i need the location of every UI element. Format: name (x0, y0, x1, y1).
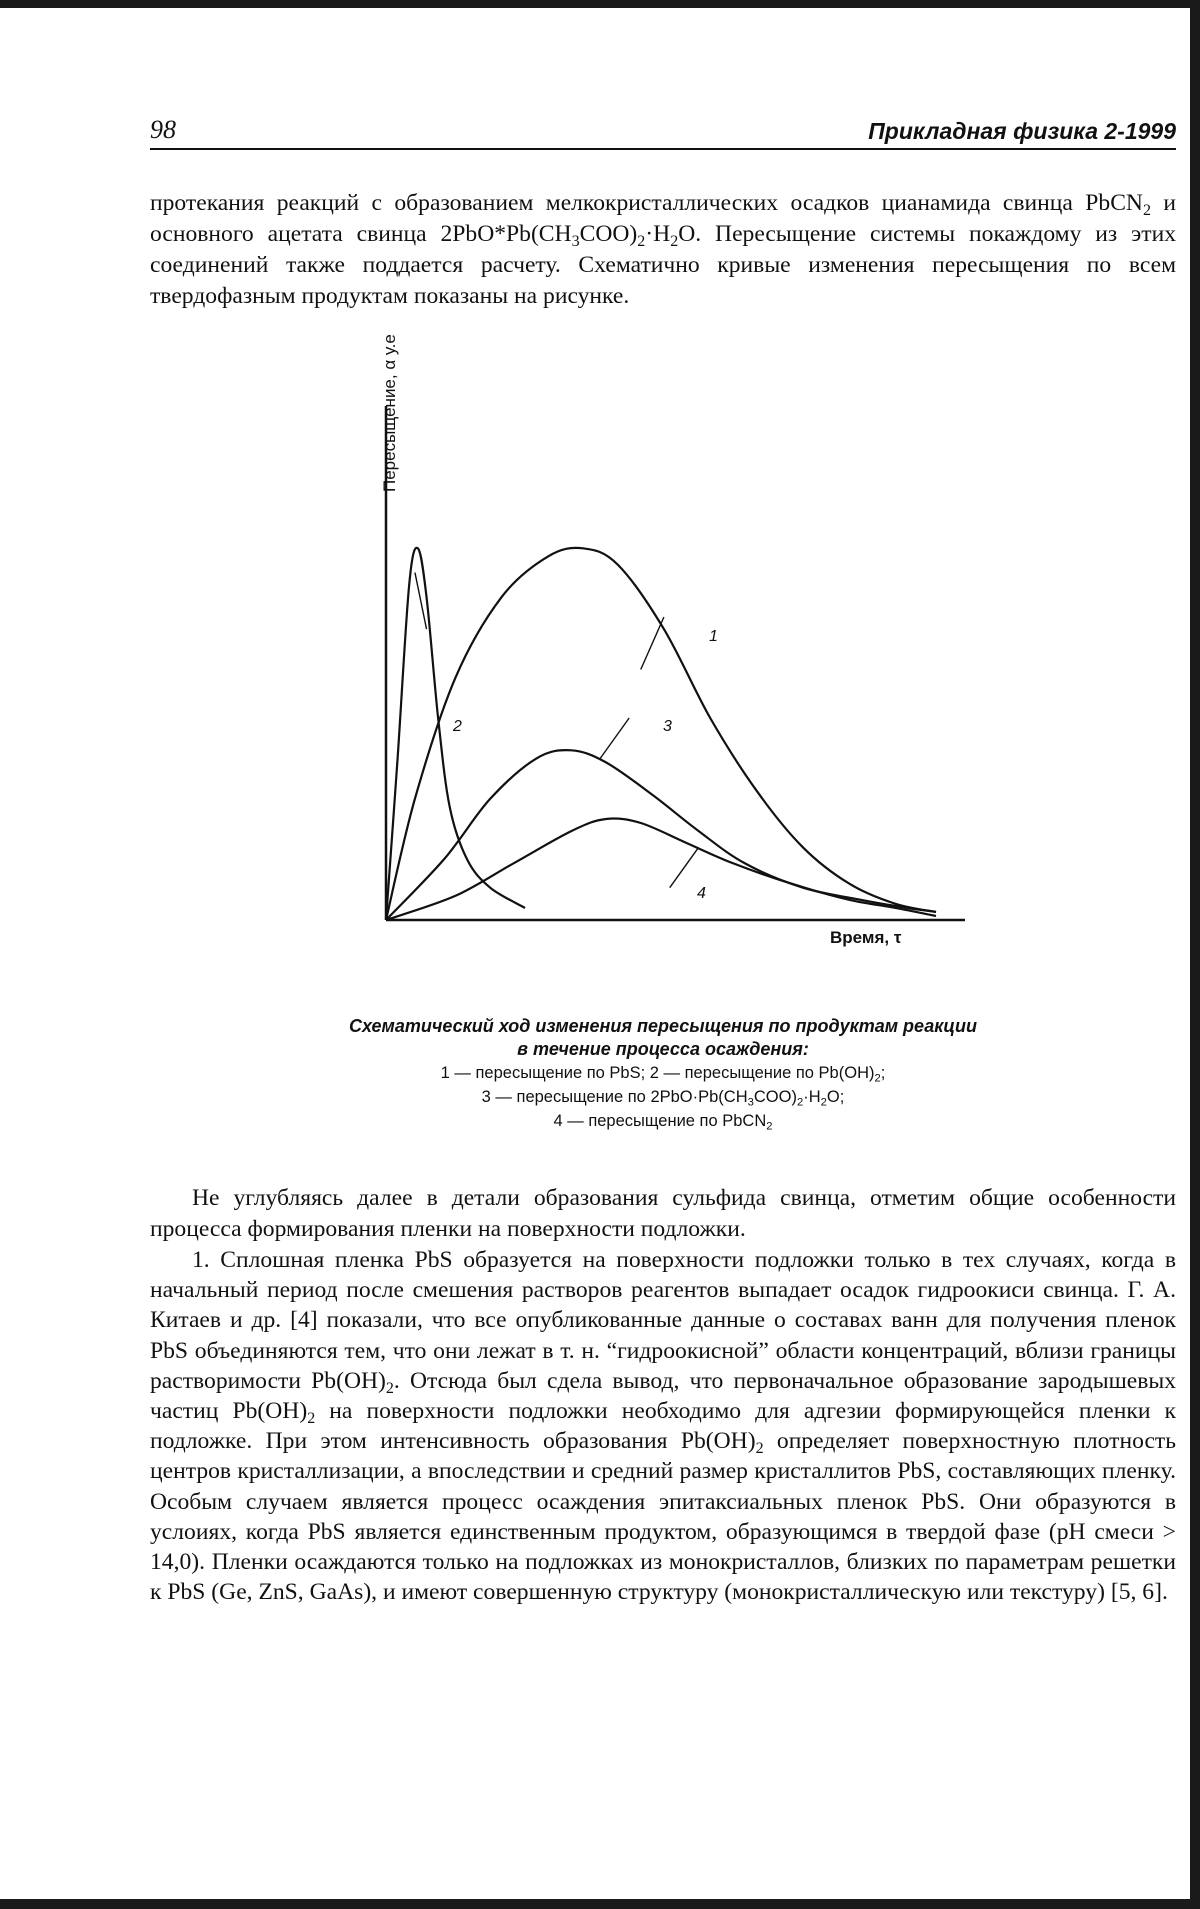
item1-paragraph: 1. Сплошная пленка PbS образуется на поверхности подложки только в тех случаях, когда в начальный период после смешения растворов реагентов выпадает осадок гидроокиси свинца. Г. А. Китаев и др. [4] показали, что все опубликованные данные о составах ванн для получения пленок PbS объединяются тем, что они лежат в т. н. “гидроокисной” области концентраций, вблизи границы растворимости $Pb(OH)_2$. Отсюда был сдела вывод, что первоначальное образование зародышевых частиц $Pb(OH)_2$ на поверхности подложки необходимо для адгезии формирующейся пленки к подложке. При этом интенсивность образования $Pb(OH)_2$ определяет поверхностную плотность центров кристаллизации, а впоследствии и средний размер кристаллитов PbS, составляющих пленку. Особым случаем является процесс осаждения эпитаксиальных пленок PbS. Они образуются в услоиях, когда PbS является единственным продуктом, образующимся в твердой фазе (pH смеси > 14,0). Пленки осаждаются только на подложках из монокристаллов, близких по параметрам решетки к PbS (Ge, ZnS, GaAs), и имеют совершенную структуру (монокристаллическую или текстуру) [5, 6]. (150, 1247, 1177, 1606)
leader-line-1 (641, 617, 664, 670)
page-number: 98 (150, 115, 176, 144)
curve-label-4: 4 (697, 885, 706, 902)
x-axis-label: Время, τ (830, 928, 902, 947)
scan-edge-bottom (0, 1899, 1200, 1909)
notes-paragraph: Не углубляясь далее в детали образования сульфида свинца, отметим общие особенности процесса формирования пленки на поверхности подложки. (150, 1185, 1176, 1242)
leader-line-3 (600, 718, 629, 758)
caption-title-line-1: Схематический ход изменения пересыщения по продуктам реакции (348, 1016, 978, 1036)
figure (0, 398, 1200, 968)
figure-caption (150, 1015, 1176, 1133)
caption-legend-line-3: 4 — пересыщение по PbCN$_2$ (553, 1112, 773, 1133)
caption-legend-line-1: 1 — пересыщение по PbS; 2 — пересыщение по $Pb(OH)_2$; (440, 1064, 886, 1085)
curve-label-1: 1 (709, 628, 718, 645)
scan-edge-top (0, 0, 1200, 8)
caption-legend-line-2: 3 — пересыщение по $2PbO\cdot Pb(CH_3COO)_2\cdot H_2O$; (481, 1088, 845, 1109)
running-head: Прикладная физика 2-1999 (868, 118, 1176, 144)
curve-4 (386, 819, 936, 920)
leader-line-4 (670, 847, 699, 887)
series-layer (386, 548, 936, 920)
curve-3 (386, 750, 936, 920)
caption-title-line-2: в течение процесса осаждения: (517, 1039, 809, 1059)
curve-label-3: 3 (663, 718, 672, 735)
intro-paragraph: протекания реакций с образованием мелкокристаллических осадков цианамида свинца PbCN$_2$ и основного ацетата свинца $2PbO*Pb(CH_3COO)_2\cdot H_2O$. Пересыщение системы покаждому из этих соединений также поддается расчету. Схематично кривые изменения пересыщения по всем твердофазным продуктам показаны на рисунке. (150, 190, 1177, 309)
supersaturation-chart (0, 398, 1200, 968)
page-header (150, 108, 1176, 150)
y-axis-label: Пересыщение, α у.е (380, 334, 399, 492)
curve-label-2: 2 (453, 718, 462, 735)
